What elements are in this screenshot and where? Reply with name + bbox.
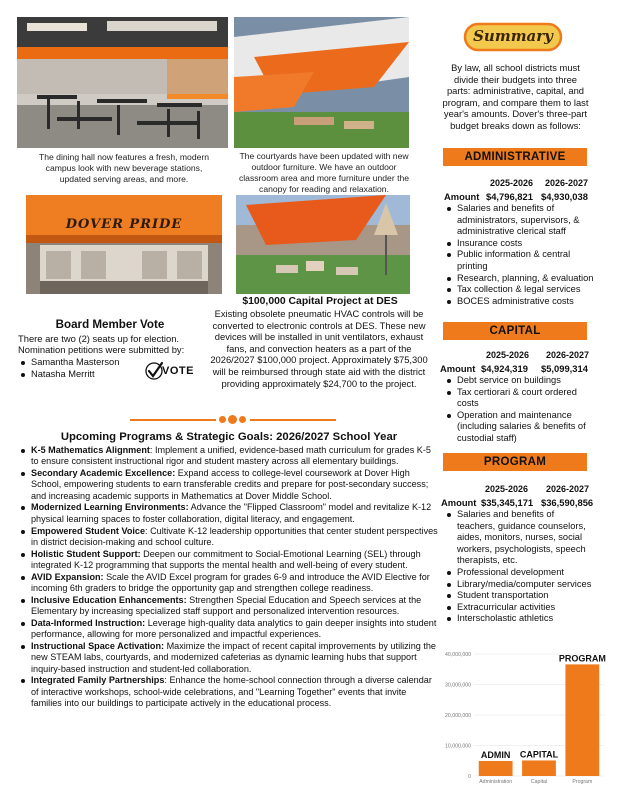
goals-list bbox=[20, 445, 438, 710]
program-amount-1: $35,345,171 bbox=[481, 497, 534, 508]
y-tick-label: 20,000,000 bbox=[445, 713, 471, 719]
capital-year-2: 2026-2027 bbox=[546, 350, 590, 360]
list-item: Public information & central printing bbox=[446, 249, 594, 272]
section-divider bbox=[250, 419, 336, 421]
goal-label: Instructional Space Activation: bbox=[31, 641, 165, 652]
program-amount-label: Amount bbox=[441, 497, 477, 508]
courtyard-caption: The courtyards have been updated with new outdoor furniture. We have an outdoor classroom area and more furniture under the canopy for reading and relaxation. bbox=[238, 151, 410, 194]
x-tick-label: Program bbox=[572, 779, 593, 785]
list-item: Extracurricular activities bbox=[446, 602, 594, 614]
list-item bbox=[20, 445, 438, 468]
list-item: Tax collection & legal services bbox=[446, 284, 594, 296]
goal-text: : Cultivate K-12 leadership opportunities that center student perspectives in district decision-making and school culture. bbox=[31, 525, 438, 547]
board-vote-body: There are two (2) seats up for election. Nomination petitions were submitted by: bbox=[18, 333, 185, 356]
list-item: Salaries and benefits of administrators, supervisors, & administrative clerical staff bbox=[446, 203, 594, 238]
courtyard-photo-2 bbox=[236, 195, 410, 294]
goal-text: Deepen our commitment to Social-Emotional Learning (SEL) through integrated K-12 programming that supports the mental health and well-being of every student. bbox=[31, 548, 421, 570]
y-tick-label: 30,000,000 bbox=[445, 682, 471, 689]
list-item: Professional development bbox=[446, 567, 594, 579]
dover-pride-photo bbox=[26, 195, 222, 294]
list-item bbox=[20, 675, 438, 709]
courtyard-photo-1 bbox=[234, 17, 409, 148]
goal-text: Strengthen Special Education and Speech services at the Elementary by increasing specialized staff support and personalized intervention resources. bbox=[31, 594, 422, 617]
dining-hall-caption: The dining hall now features a fresh, modern campus look with new beverage stations, updated serving areas, and more. bbox=[38, 152, 210, 184]
goal-label: Integrated Family Partnerships bbox=[31, 675, 165, 686]
x-tick-label: Capital bbox=[530, 779, 548, 785]
capital-items bbox=[446, 375, 594, 445]
list-item: Research, planning, & evaluation bbox=[446, 273, 594, 285]
goal-label: Holistic Student Support: bbox=[31, 548, 141, 559]
vote-checkmark-icon bbox=[145, 361, 194, 381]
goal-text: : Enhance the home-school connection through a diverse calendar of interactive workshops, school-wide celebrations, and "Learning Together" events that invite families into our buildings to participate actively in the educational process. bbox=[31, 675, 432, 709]
goal-label: Empowered Student Voice bbox=[31, 525, 146, 536]
list-item: Library/media/computer services bbox=[446, 579, 594, 591]
list-item: Student transportation bbox=[446, 590, 594, 602]
list-item: BOCES administrative costs bbox=[446, 296, 594, 308]
list-item bbox=[20, 618, 438, 641]
goal-text: Advance the "Flipped Classroom" model and revitalize K-12 physical learning spaces to foster collaboration, digital literacy, and engagement. bbox=[31, 502, 432, 524]
administrative-header: ADMINISTRATIVE bbox=[443, 148, 587, 166]
list-item bbox=[20, 468, 438, 502]
program-amount-2: $36,590,856 bbox=[541, 497, 594, 508]
board-vote-title: Board Member Vote bbox=[55, 318, 165, 331]
y-tick-label: 10,000,000 bbox=[445, 743, 471, 750]
admin-items bbox=[446, 203, 594, 307]
capital-project-body: Existing obsolete pneumatic HVAC controls will be converted to electronic controls at DES. These new devices will be installed in unit ventilators, exhaust fans, and convection heaters as a part of the 2026/2027 $100,000 project. Approximately $75,300 will be reimbursed through state aid with the district providing approximately $24,700 to the project. bbox=[210, 308, 428, 389]
program-year-2: 2026-2027 bbox=[546, 484, 590, 494]
list-item bbox=[20, 526, 438, 549]
list-item bbox=[20, 572, 438, 595]
admin-amount-2: $4,930,038 bbox=[541, 191, 588, 202]
admin-amount-label: Amount bbox=[444, 191, 480, 202]
goal-text: Expand access to college-level coursework at Dover High School, empowering students to earn transferable credits and prepare for post-secondary success; and increasing academic supports in Mathematics at Dover Middle School. bbox=[31, 468, 429, 501]
capital-amount-label: Amount bbox=[440, 363, 476, 374]
dining-hall-photo bbox=[17, 17, 228, 148]
admin-year-1: 2025-2026 bbox=[490, 178, 534, 188]
admin-amount-1: $4,796,821 bbox=[486, 191, 533, 202]
list-item: Interscholastic athletics bbox=[446, 613, 594, 625]
list-item: Insurance costs bbox=[446, 238, 594, 250]
admin-year-2: 2026-2027 bbox=[545, 178, 589, 188]
list-item bbox=[20, 641, 438, 675]
vote-label: VOTE bbox=[162, 365, 194, 377]
list-item: Tax certiorari & court ordered costs bbox=[446, 387, 594, 410]
divider-dot bbox=[228, 415, 237, 424]
dover-pride-sign: DOVER PRIDE bbox=[65, 217, 183, 232]
summary-badge bbox=[463, 22, 563, 52]
y-tick-label: 0 bbox=[468, 774, 471, 780]
list-item bbox=[20, 595, 438, 618]
summary-intro: By law, all school districts must divide their budgets into three parts: administrative, capital, and program, and compare them to last year's amounts. Dover's three-part budget breaks down as follows: bbox=[442, 62, 589, 131]
goal-label: Inclusive Education Enhancements: bbox=[31, 594, 187, 605]
budget-bar-chart bbox=[438, 646, 608, 790]
candidate-list bbox=[20, 357, 150, 380]
goals-title: Upcoming Programs & Strategic Goals: 2026/2027 School Year bbox=[60, 431, 398, 443]
goal-label: Data-Informed Instruction: bbox=[31, 617, 146, 628]
goal-label: K-5 Mathematics Alignment bbox=[31, 445, 150, 455]
bar-label: ADMIN bbox=[480, 749, 511, 760]
list-item: Salaries and benefits of teachers, guidance counselors, aides, monitors, nurses, social workers, psychologists, speech therapists, etc. bbox=[446, 509, 594, 567]
divider-dot bbox=[219, 416, 226, 423]
bar-label: PROGRAM bbox=[558, 653, 606, 664]
bar bbox=[522, 760, 556, 776]
capital-year-1: 2025-2026 bbox=[486, 350, 530, 360]
list-item: Operation and maintenance (including salaries & benefits of custodial staff) bbox=[446, 410, 594, 445]
section-divider bbox=[130, 419, 216, 421]
goal-label: Secondary Academic Excellence: bbox=[31, 468, 176, 479]
bar-label: CAPITAL bbox=[519, 749, 559, 760]
x-tick-label: Administration bbox=[479, 779, 513, 785]
list-item: Samantha Masterson bbox=[20, 357, 150, 369]
capital-amount-1: $4,924,319 bbox=[481, 363, 528, 374]
capital-project-title: $100,000 Capital Project at DES bbox=[242, 296, 398, 307]
y-tick-label: 40,000,000 bbox=[445, 652, 471, 658]
capital-header: CAPITAL bbox=[443, 322, 587, 340]
list-item bbox=[20, 549, 438, 572]
capital-amount-2: $5,099,314 bbox=[541, 363, 588, 374]
bar bbox=[479, 761, 513, 776]
list-item bbox=[20, 502, 438, 525]
bar bbox=[565, 664, 599, 776]
program-header: PROGRAM bbox=[443, 453, 587, 471]
goal-text: Maximize the impact of recent capital improvements by utilizing the new STEAM labs, courtyards, and modernized cafeterias as dynamic learning hubs that support inquiry-based instruction and student-led collaboration. bbox=[31, 641, 436, 674]
goal-label: Modernized Learning Environments: bbox=[31, 502, 189, 513]
summary-badge-label: Summary bbox=[473, 27, 553, 45]
divider-dot bbox=[239, 416, 246, 423]
program-year-1: 2025-2026 bbox=[485, 484, 529, 494]
program-items bbox=[446, 509, 594, 625]
goal-text: Scale the AVID Excel program for grades 6-9 and introduce the AVID Elective for incoming 6th graders to bridge the opportunity gap and strengthen college readiness. bbox=[31, 571, 430, 594]
goal-label: AVID Expansion: bbox=[31, 571, 104, 582]
goal-text: Leverage high-quality data analytics to gain deeper insights into student performance, allowing for more personalized and impactful experiences. bbox=[31, 617, 437, 640]
list-item: Debt service on buildings bbox=[446, 375, 594, 387]
list-item: Natasha Merritt bbox=[20, 369, 150, 381]
goal-text: : Implement a unified, evidence-based math curriculum for grades K-5 to ensure consistent instructional rigor and student mastery across all elementary buildings. bbox=[31, 445, 431, 467]
